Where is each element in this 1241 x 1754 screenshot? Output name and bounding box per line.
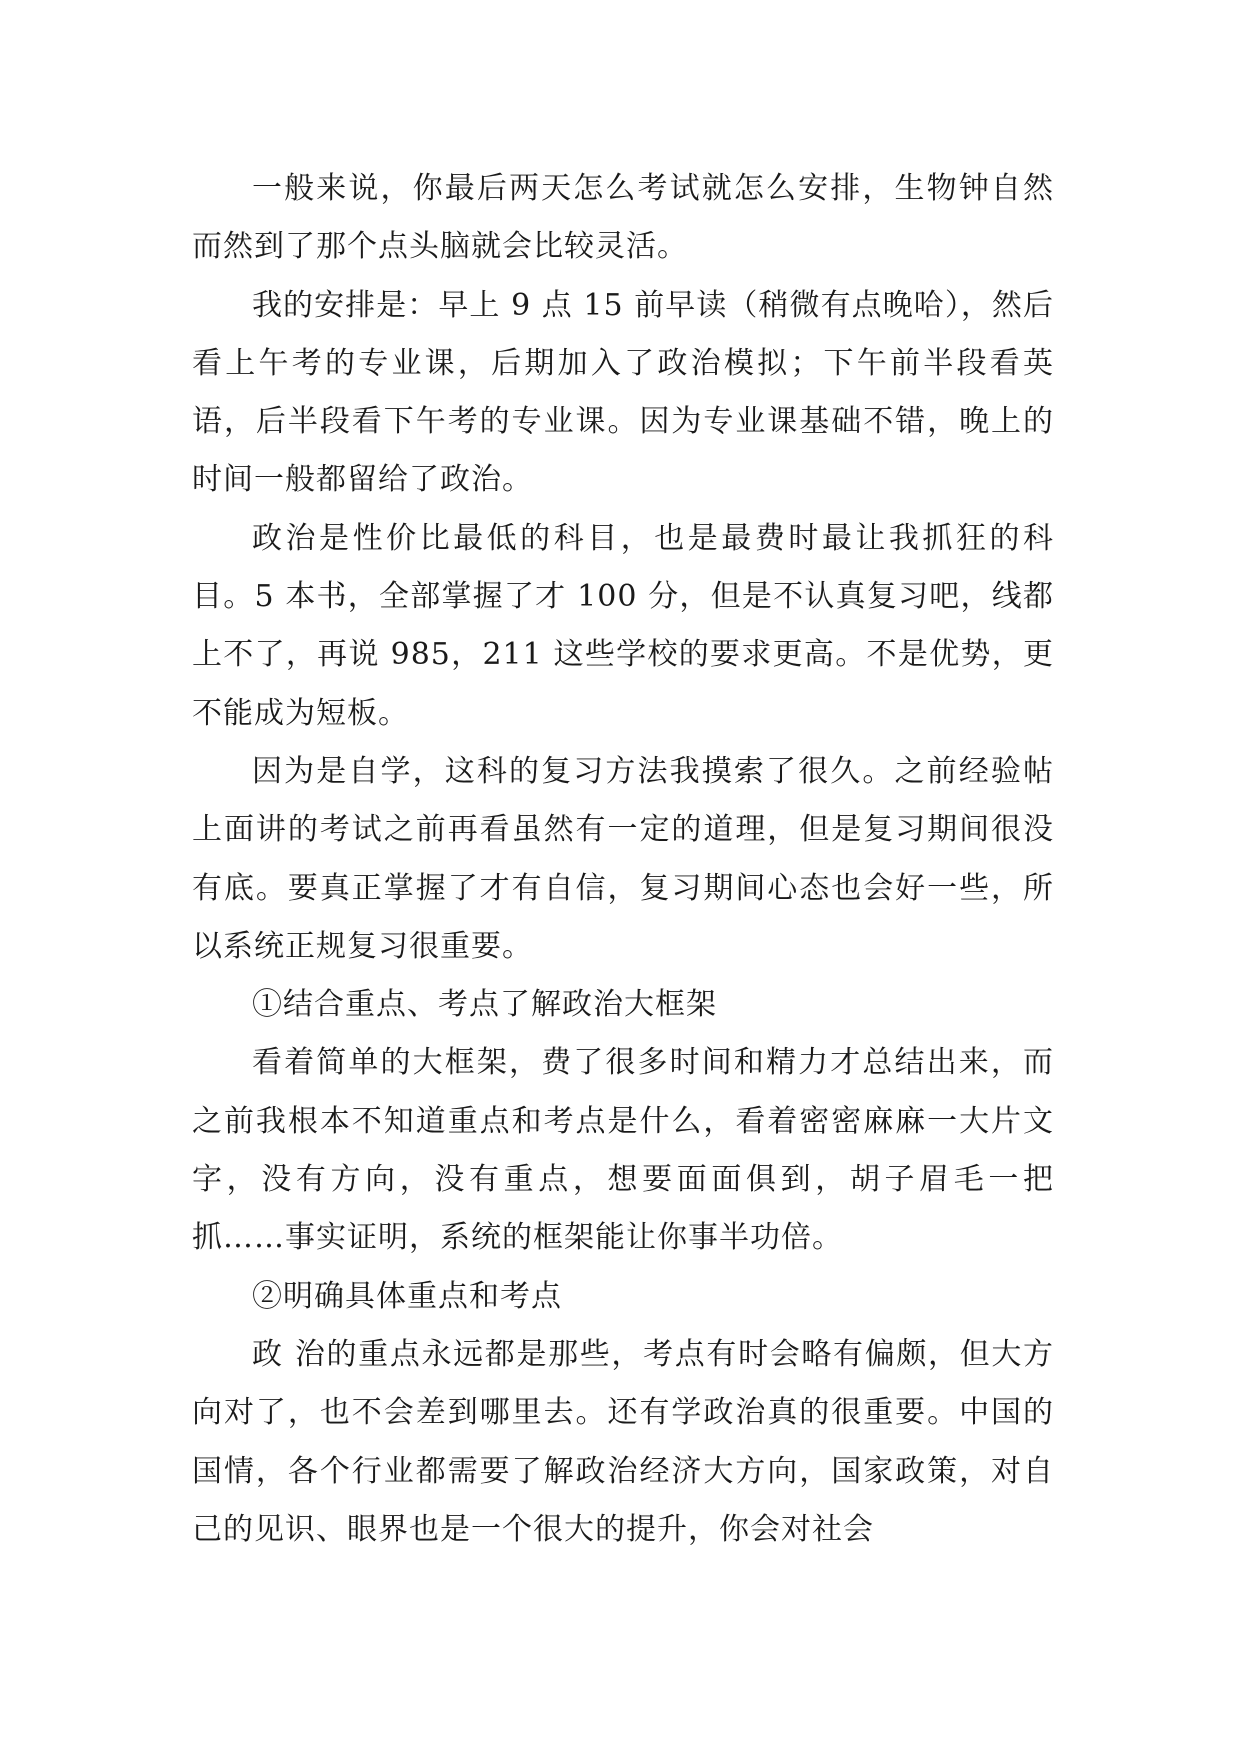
document-body bbox=[192, 160, 1054, 1559]
paragraph-schedule-intro: 一般来说，你最后两天怎么考试就怎么安排，生物钟自然而然到了那个点头脑就会比较灵活。 bbox=[192, 171, 1054, 265]
paragraph-my-schedule: 我的安排是：早上 9 点 15 前早读（稍微有点晚哈），然后看上午考的专业课，后期加入了政治模拟；下午前半段看英语，后半段看下午考的专业课。因为专业课基础不错，晚上的时间一般都留给了政治。 bbox=[192, 287, 1054, 498]
paragraph-framework: 看着简单的大框架，费了很多时间和精力才总结出来，而之前我根本不知道重点和考点是什么，看着密密麻麻一大片文字，没有方向，没有重点，想要面面俱到，胡子眉毛一把抓……事实证明，系统的框架能让你事半功倍。 bbox=[192, 1045, 1054, 1256]
paragraph-self-study: 因为是自学，这科的复习方法我摸索了很久。之前经验帖上面讲的考试之前再看虽然有一定的道理，但是复习期间很没有底。要真正掌握了才有自信，复习期间心态也会好一些，所以系统正规复习很重要。 bbox=[192, 753, 1054, 964]
paragraph-key-points: 政 治的重点永远都是那些，考点有时会略有偏颇，但大方向对了，也不会差到哪里去。还有学政治真的很重要。中国的国情，各个行业都需要了解政治经济大方向，国家政策，对自己的见识、眼界也是一个很大的提升，你会对社会 bbox=[192, 1336, 1054, 1547]
heading-key-points: ②明确具体重点和考点 bbox=[252, 1278, 562, 1314]
paragraph-politics-subject: 政治是性价比最低的科目，也是最费时最让我抓狂的科目。5 本书，全部掌握了才 100 分，但是不认真复习吧，线都上不了，再说 985，211 这些学校的要求更高。不是优势，更不能成为短板。 bbox=[192, 520, 1054, 731]
heading-framework: ①结合重点、考点了解政治大框架 bbox=[252, 987, 717, 1023]
